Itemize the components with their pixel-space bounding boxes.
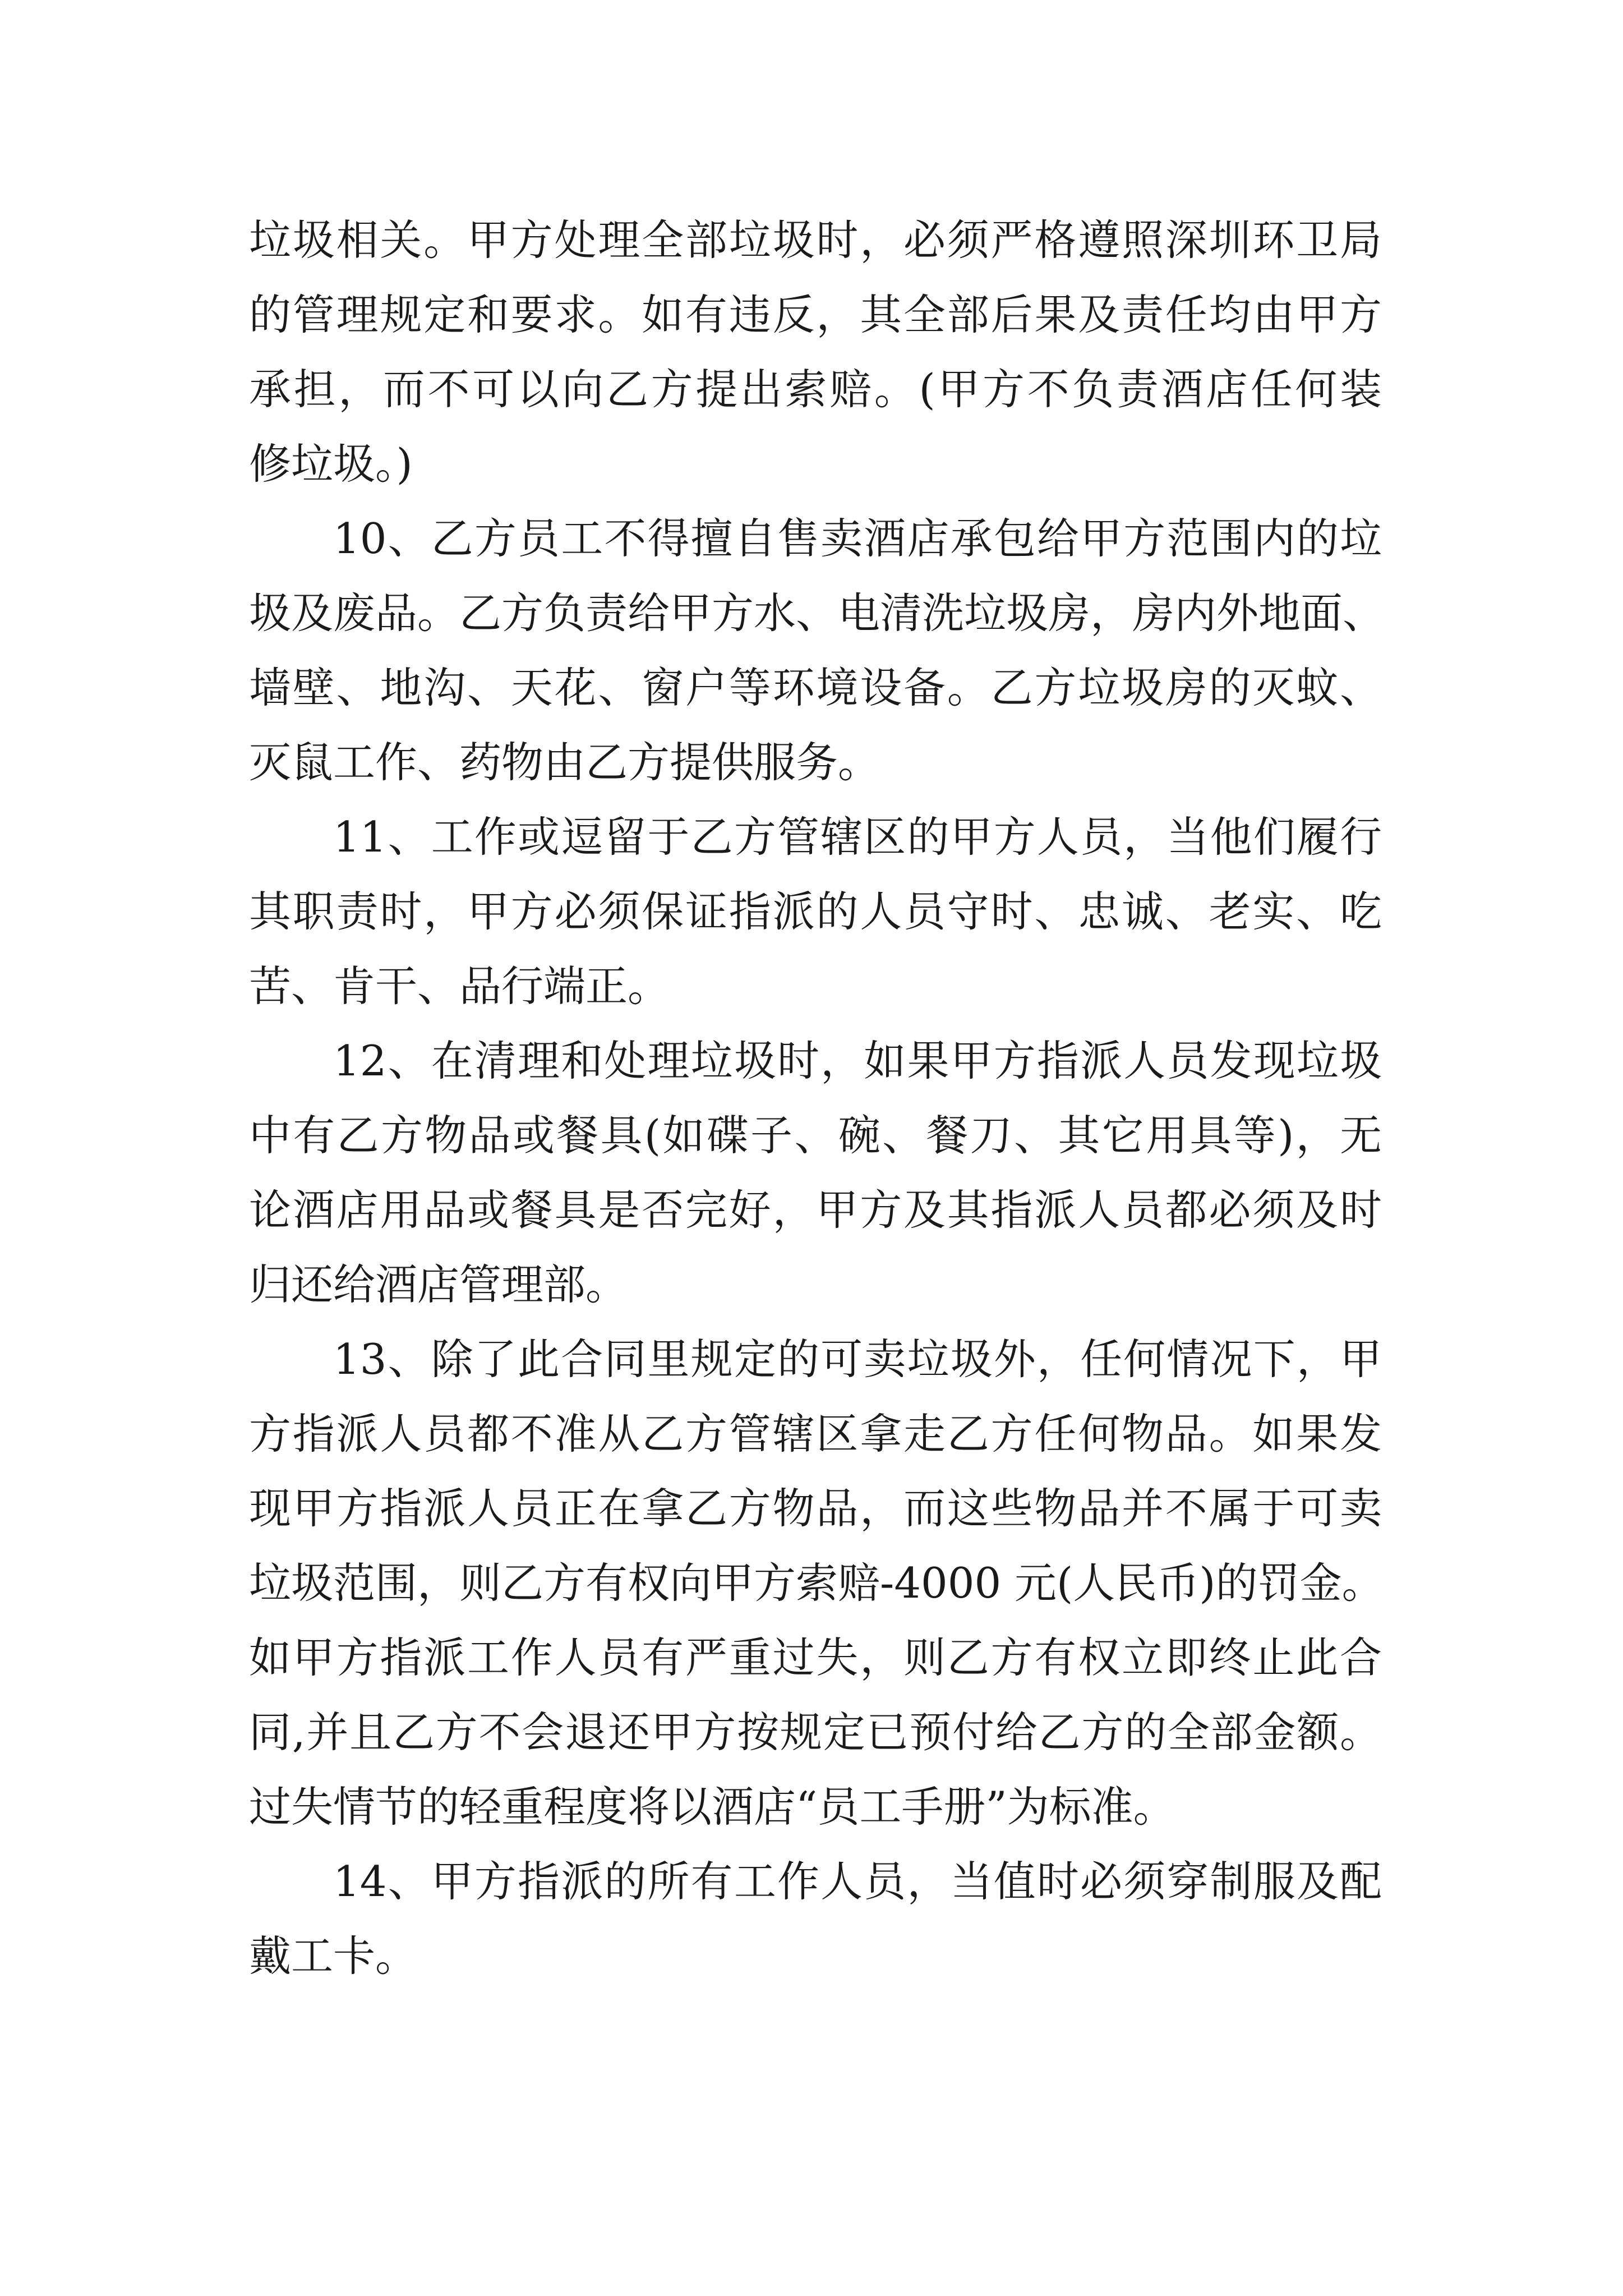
text-line: 中有乙方物品或餐具(如碟子、碗、餐刀、其它用具等)，无 [249,1111,1382,1160]
text-line: 圾及废品。乙方负责给甲方水、电清洗垃圾房，房内外地面、 [249,588,1385,638]
text-line: 现甲方指派人员正在拿乙方物品，而这些物品并不属于可卖 [249,1484,1382,1533]
clause-10 [249,501,1385,800]
text-line: 垃圾相关。甲方处理全部垃圾时，必须严格遵照深圳环卫局 [249,215,1382,265]
document-body [249,203,1385,1994]
text-line: 过失情节的轻重程度将以酒店“员工手册”为标准。 [249,1782,1175,1832]
clause-11 [249,800,1382,1024]
text-line: 13、除了此合同里规定的可卖垃圾外，任何情况下，甲 [333,1335,1382,1384]
clause-13 [249,1322,1382,1844]
clause-14 [249,1844,1382,1994]
text-line: 戴工卡。 [249,1931,418,1981]
text-line: 垃圾范围，则乙方有权向甲方索赔-4000 元(人民币)的罚金。 [249,1558,1384,1608]
text-line: 的管理规定和要求。如有违反，其全部后果及责任均由甲方 [249,290,1382,339]
text-line: 墙壁、地沟、天花、窗户等环境设备。乙方垃圾房的灭蚊、 [249,663,1382,712]
text-line: 苦、肯干、品行端正。 [249,961,670,1011]
text-line: 如甲方指派工作人员有严重过失，则乙方有权立即终止此合 [249,1633,1382,1682]
text-line: 14、甲方指派的所有工作人员，当值时必须穿制服及配 [333,1857,1382,1906]
text-line: 承担，而不可以向乙方提出索赔。(甲方不负责酒店任何装 [249,365,1382,414]
text-line: 其职责时，甲方必须保证指派的人员守时、忠诚、老实、吃 [249,887,1382,936]
text-line: 11、工作或逗留于乙方管辖区的甲方人员，当他们履行 [333,812,1382,862]
clause-12 [249,1024,1382,1322]
text-line: 灭鼠工作、药物由乙方提供服务。 [249,738,880,787]
text-line: 10、乙方员工不得擅自售卖酒店承包给甲方范围内的垃 [333,514,1382,563]
text-line: 归还给酒店管理部。 [249,1260,628,1309]
paragraph-continuation [249,203,1382,501]
text-line: 方指派人员都不准从乙方管辖区拿走乙方任何物品。如果发 [249,1409,1382,1458]
text-line: 修垃圾。) [249,439,413,489]
text-line: 12、在清理和处理垃圾时，如果甲方指派人员发现垃圾 [333,1036,1382,1085]
text-line: 同,并且乙方不会退还甲方按规定已预付给乙方的全部金额。 [249,1708,1382,1757]
text-line: 论酒店用品或餐具是否完好，甲方及其指派人员都必须及时 [249,1185,1382,1235]
